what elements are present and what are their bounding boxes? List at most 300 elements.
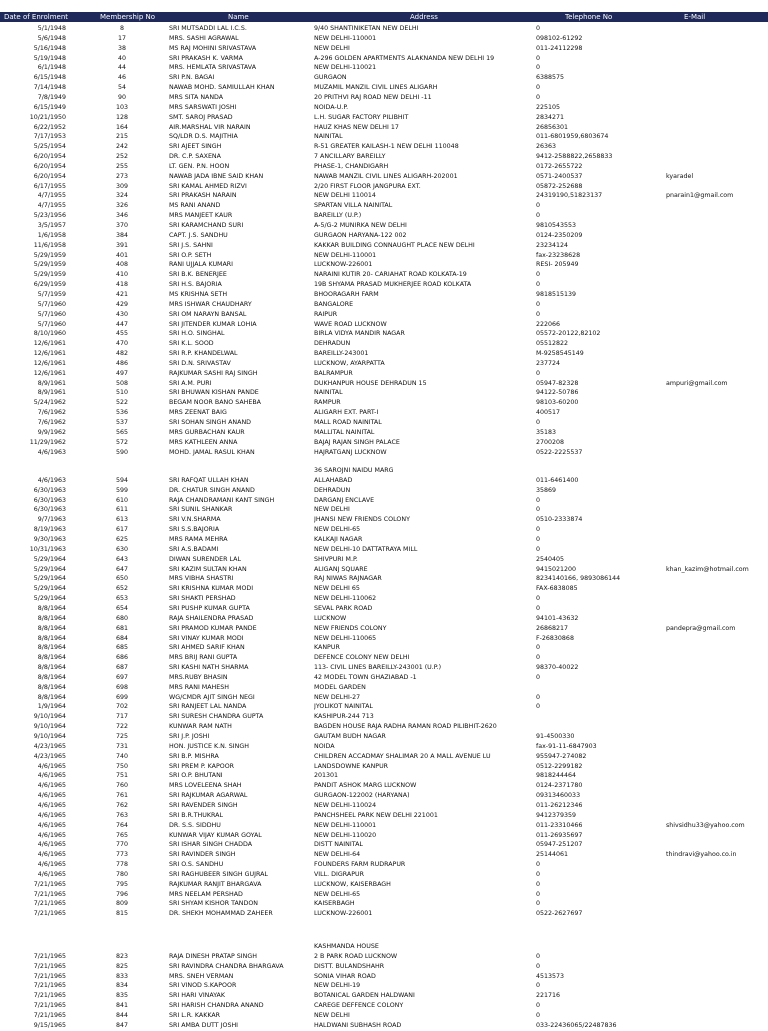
date-cell: 6/17/1955 xyxy=(33,182,66,190)
date-cell: 6/30/1963 xyxy=(33,486,66,494)
membership-no-cell: 486 xyxy=(115,359,129,367)
date-cell: 6/30/1963 xyxy=(33,506,66,514)
address-cell: NAINITAL xyxy=(314,133,343,141)
date-cell: 6/20/1954 xyxy=(33,172,66,180)
telephone-cell: 05947-251207 xyxy=(536,841,583,849)
date-cell: 4/6/1965 xyxy=(37,841,66,849)
address-cell: 9/40 SHANTINIKETAN NEW DELHI xyxy=(314,25,419,32)
date-cell: 5/7/1960 xyxy=(37,320,66,328)
name-cell: SRI KAZIM SULTAN KHAN xyxy=(169,565,247,573)
membership-no-cell: 90 xyxy=(117,94,126,101)
telephone-cell: 91-4500330 xyxy=(536,733,575,740)
name-cell: SRI PRAKASH K. VARMA xyxy=(169,54,243,62)
telephone-cell: 9818244464 xyxy=(536,772,577,780)
date-cell: 9/9/1962 xyxy=(37,428,66,436)
telephone-cell: M-9258545149 xyxy=(536,350,584,358)
address-cell: NAWAB MANZIL CIVIL LINES ALIGARH-202001 xyxy=(314,172,458,180)
address-cell: BAJAJ RAJAN SINGH PALACE xyxy=(314,438,400,446)
address-cell: NEW DELHI-110024 xyxy=(314,801,377,809)
address-cell: NEW DELHI-110065 xyxy=(314,634,377,642)
address-cell: PANDIT ASHOK MARG LUCKNOW xyxy=(314,782,417,790)
name-cell: SRI R.P. KHANDELWAL xyxy=(169,350,238,358)
telephone-cell: 0 xyxy=(536,369,541,377)
membership-no-cell: 764 xyxy=(115,821,129,829)
address-cell: DARGANJ ENCLAVE xyxy=(314,496,375,504)
name-cell: SRI A.M. PURI xyxy=(169,379,212,387)
name-cell: SRI B.P. MISHRA xyxy=(169,752,219,760)
membership-no-cell: 17 xyxy=(117,34,126,42)
telephone-cell: 09313460033 xyxy=(536,792,581,799)
membership-no-cell: 482 xyxy=(115,350,129,358)
membership-no-cell: 770 xyxy=(115,841,129,849)
membership-no-cell: 508 xyxy=(115,379,129,387)
name-cell: SQ/LDR D.S. MAJITHIA xyxy=(169,133,238,141)
date-cell: 7/8/1949 xyxy=(37,94,66,101)
name-cell: NAWAB MOHD. SAMIULLAH KHAN xyxy=(169,84,275,92)
address-cell: NEW DELHI-110001 xyxy=(314,251,377,259)
name-cell: RAJA CHANDRAMANI KANT SINGH xyxy=(169,496,275,504)
name-cell: MS KRISHNA SETH xyxy=(169,290,228,298)
email-cell: thindravi@yahoo.co.in xyxy=(666,851,737,859)
address-cell: NEW DELHI-65 xyxy=(314,526,361,534)
date-cell: 7/21/1965 xyxy=(33,1002,66,1010)
telephone-cell: 9412379359 xyxy=(536,811,577,819)
telephone-cell: 0 xyxy=(536,982,541,990)
address-cell: ALIGANJ SQUARE xyxy=(314,565,368,573)
date-cell: 4/6/1965 xyxy=(37,831,66,839)
membership-no-cell: 252 xyxy=(115,153,129,160)
address-cell: 7 ANCILLARY BAREILLY xyxy=(314,153,386,160)
membership-no-cell: 652 xyxy=(115,585,129,593)
date-cell: 1/6/1958 xyxy=(37,231,66,239)
telephone-cell: 0 xyxy=(536,604,541,612)
membership-no-cell: 421 xyxy=(115,290,129,298)
name-cell: SRI KARAMCHAND SURI xyxy=(169,222,244,229)
date-cell: 5/7/1960 xyxy=(37,300,66,308)
date-cell: 8/8/1964 xyxy=(37,634,66,642)
telephone-cell: 9412-2588822,2658833 xyxy=(536,153,613,160)
membership-no-cell: 470 xyxy=(115,340,129,348)
telephone-cell: 0 xyxy=(536,54,541,62)
membership-no-cell: 647 xyxy=(115,565,129,573)
email-cell: pandepra@gmail.com xyxy=(666,624,736,632)
membership-no-cell: 630 xyxy=(115,545,129,553)
name-cell: MRS SITA NANDA xyxy=(169,94,224,101)
membership-no-cell: 765 xyxy=(115,831,129,839)
date-cell: 5/29/1964 xyxy=(33,575,66,583)
telephone-cell: 0 xyxy=(536,536,541,543)
address-cell: NEW DELHI-110001 xyxy=(314,821,377,829)
name-cell: MRS. SNEH VERMAN xyxy=(169,972,234,980)
address-cell: BOTANICAL GARDEN HALDWANI xyxy=(314,992,415,1000)
address-cell: HALDWANI SUBHASH ROAD xyxy=(314,1021,402,1029)
address-cell: 20 PRITHVI RAJ ROAD NEW DELHI -11 xyxy=(314,94,432,101)
membership-no-cell: 760 xyxy=(115,782,129,790)
membership-no-cell: 384 xyxy=(115,231,129,239)
name-cell: SRI B.K. BENERJEE xyxy=(169,271,227,279)
address-cell: NEW DELHI-27 xyxy=(314,693,361,701)
membership-no-cell: 844 xyxy=(115,1012,129,1019)
telephone-cell: 9818515139 xyxy=(536,290,577,298)
telephone-cell: 35869 xyxy=(536,486,557,494)
date-cell: 12/6/1961 xyxy=(33,369,66,377)
telephone-cell: RESI- 205949 xyxy=(536,261,579,269)
membership-no-cell: 815 xyxy=(115,910,129,918)
date-cell: 8/9/1961 xyxy=(37,379,66,387)
address-cell: NEW DELHI-65 xyxy=(314,890,361,898)
telephone-cell: 0 xyxy=(536,281,541,289)
membership-no-cell: 686 xyxy=(115,654,129,662)
address-cell: NEW DELHI 110014 xyxy=(314,192,376,200)
address-cell: LUCKNOW, KAISERBAGH xyxy=(314,880,391,888)
date-cell: 4/6/1963 xyxy=(37,448,66,456)
address-cell: SEVAL PARK ROAD xyxy=(314,604,373,612)
date-cell: 7/6/1962 xyxy=(37,419,66,426)
membership-no-cell: 590 xyxy=(115,448,129,456)
membership-no-cell: 680 xyxy=(115,614,129,622)
telephone-cell: 011-24112298 xyxy=(536,44,583,52)
name-cell: SRI O.P. SETH xyxy=(169,251,212,259)
address-cell: RAIPUR xyxy=(314,310,338,318)
address-cell: NEW DELHI-110020 xyxy=(314,831,377,839)
membership-no-cell: 722 xyxy=(115,723,129,731)
name-cell: RAJKUMAR RANJIT BHARGAVA xyxy=(169,880,262,888)
name-cell: MRS NEELAM PERSHAD xyxy=(169,890,243,898)
telephone-cell: 0 xyxy=(536,496,541,504)
name-cell: DR. C.P. SAXENA xyxy=(169,153,221,160)
date-cell: 7/21/1965 xyxy=(33,910,66,918)
name-cell: SRI H.S. BAJORIA xyxy=(169,281,222,289)
telephone-cell: 237724 xyxy=(536,359,561,367)
date-cell: 3/5/1957 xyxy=(37,222,66,229)
membership-no-cell: 536 xyxy=(115,409,129,417)
name-cell: SRI PUSHP KUMAR GUPTA xyxy=(169,604,250,612)
address-cell: NOIDA xyxy=(314,742,335,750)
date-cell: 5/1/1948 xyxy=(37,25,66,32)
name-cell: SRI PRAKASH NARAIN xyxy=(169,192,237,200)
address-cell: BAREILLY-243001 xyxy=(314,350,369,358)
telephone-cell: 0 xyxy=(536,212,541,220)
membership-no-cell: 762 xyxy=(115,801,129,809)
date-cell: 9/30/1963 xyxy=(33,536,66,543)
name-cell: KUNWAR VIJAY KUMAR GOYAL xyxy=(169,831,262,839)
address-cell: ALIGARH EXT. PART-I xyxy=(314,409,379,417)
address-cell: NEW DELHI-19 xyxy=(314,982,361,990)
address-cell: LANDSDOWNE KANPUR xyxy=(314,762,389,770)
telephone-cell: fax-23238628 xyxy=(536,251,581,259)
name-cell: MRS LOVELEENA SHAH xyxy=(169,782,242,790)
address-cell: MUZAMIL MANZIL CIVIL LINES ALIGARH xyxy=(314,84,438,92)
date-cell: 6/30/1963 xyxy=(33,496,66,504)
name-cell: SRI B.R.THUKRAL xyxy=(169,811,223,819)
name-cell: DIWAN SURENDER LAL xyxy=(169,555,241,563)
address-cell: GURGAON HARYANA-122 002 xyxy=(314,231,407,239)
telephone-cell: 0 xyxy=(536,300,541,308)
address-cell: JHANSI NEW FRIENDS COLONY xyxy=(314,516,410,524)
telephone-cell: 011-6461400 xyxy=(536,476,579,484)
date-cell: 7/21/1965 xyxy=(33,880,66,888)
telephone-cell: 098102-61292 xyxy=(536,34,583,42)
name-cell: SRI RAVINDRA CHANDRA BHARGAVA xyxy=(169,962,284,970)
address-cell: R-51 GREATER KAILASH-1 NEW DELHI 110048 xyxy=(314,143,459,151)
date-cell: 7/14/1948 xyxy=(33,84,66,92)
address-cell: NEW DELHI 65 xyxy=(314,585,360,593)
telephone-cell: 26363 xyxy=(536,143,557,151)
telephone-cell: 94122-50786 xyxy=(536,389,579,397)
date-cell: 10/31/1963 xyxy=(29,545,66,553)
date-cell: 4/6/1965 xyxy=(37,762,66,770)
membership-no-cell: 522 xyxy=(115,399,129,407)
date-cell: 5/19/1948 xyxy=(33,54,66,62)
name-cell: SRI JITENDER KUMAR LOHIA xyxy=(169,320,257,328)
name-cell: SRI RAJKUMAR AGARWAL xyxy=(169,792,248,799)
name-cell: MRS. HEMLATA SRIVASTAVA xyxy=(169,64,257,72)
membership-no-cell: 750 xyxy=(115,762,129,770)
name-cell: WG/CMDR AJIT SINGH NEGI xyxy=(169,693,255,701)
date-cell: 4/6/1965 xyxy=(37,861,66,868)
telephone-cell: 0 xyxy=(536,870,541,878)
address-cell: 201301 xyxy=(314,772,339,780)
telephone-cell: 0 xyxy=(536,861,541,868)
date-cell: 7/17/1953 xyxy=(33,133,66,141)
membership-no-cell: 823 xyxy=(115,952,129,960)
date-cell: 5/29/1964 xyxy=(33,565,66,573)
date-cell: 5/29/1959 xyxy=(33,271,66,279)
date-cell: 11/29/1962 xyxy=(29,438,66,446)
name-cell: SRI KASHI NATH SHARMA xyxy=(169,664,249,671)
date-cell: 5/23/1956 xyxy=(33,212,66,220)
membership-no-cell: 599 xyxy=(115,486,129,494)
membership-no-cell: 537 xyxy=(115,419,129,426)
telephone-cell: 05947-82328 xyxy=(536,379,579,387)
address-cell: L.H. SUGAR FACTORY PILIBHIT xyxy=(314,113,409,121)
name-cell: SRI KRISHNA KUMAR MODI xyxy=(169,585,254,593)
date-cell: 6/15/1948 xyxy=(33,74,66,82)
telephone-cell: 955947-274082 xyxy=(536,752,587,760)
date-cell: 4/6/1965 xyxy=(37,801,66,809)
telephone-cell: 0124-2350209 xyxy=(536,231,583,239)
membership-no-cell: 447 xyxy=(115,320,129,328)
date-cell: 4/23/1965 xyxy=(33,742,66,750)
membership-no-cell: 847 xyxy=(115,1021,129,1029)
telephone-cell: 0 xyxy=(536,900,541,908)
telephone-cell: 0 xyxy=(536,310,541,318)
name-cell: SRI AHMED SARIF KHAN xyxy=(169,644,245,652)
address-cell: 2/20 FIRST FLOOR JANGPURA EXT. xyxy=(314,182,421,190)
telephone-cell: 94101-43632 xyxy=(536,614,579,622)
telephone-cell: 0 xyxy=(536,506,541,514)
email-cell xyxy=(666,908,768,919)
address-cell: FOUNDERS FARM RUDRAPUR xyxy=(314,861,406,868)
date-cell: 4/6/1963 xyxy=(37,476,66,484)
date-cell: 7/21/1965 xyxy=(33,982,66,990)
membership-no-cell: 324 xyxy=(115,192,129,200)
date-cell: 4/6/1965 xyxy=(37,821,66,829)
date-cell: 4/7/1955 xyxy=(37,192,66,200)
address-cell: KAISERBAGH xyxy=(314,900,355,908)
name-cell: SRI J.S. SAHNI xyxy=(169,241,213,249)
address-cell: NEW DELHI-64 xyxy=(314,851,361,859)
telephone-cell: 0 xyxy=(536,595,541,602)
name-cell: SRI SURESH CHANDRA GUPTA xyxy=(169,713,264,721)
name-cell: SRI SHYAM KISHOR TANDON xyxy=(169,900,259,908)
name-cell: RAJA DINESH PRATAP SINGH xyxy=(169,952,257,960)
telephone-cell: 0 xyxy=(536,654,541,662)
membership-no-cell: 326 xyxy=(115,202,129,210)
header-name: Name xyxy=(228,13,249,21)
telephone-cell: 0 xyxy=(536,94,541,101)
name-cell: SRI AJEET SINGH xyxy=(169,143,222,151)
membership-no-cell: 410 xyxy=(115,271,129,279)
address-cell: 36 SAROJNI NAIDU MARG xyxy=(314,467,394,474)
address-cell: DUKHANPUR HOUSE DEHRADUN 15 xyxy=(314,379,427,387)
telephone-cell: 2540405 xyxy=(536,555,565,563)
date-cell: 9/10/1964 xyxy=(33,723,66,731)
telephone-cell: 2700208 xyxy=(536,438,565,446)
telephone-cell: 0 xyxy=(536,880,541,888)
membership-no-cell: 654 xyxy=(115,604,129,612)
address-cell: LUCKNOW-226001 xyxy=(314,910,373,918)
telephone-cell: 221716 xyxy=(536,992,561,1000)
telephone-cell: 0522-2225537 xyxy=(536,448,583,456)
name-cell: AIR.MARSHAL VIR NARAIN xyxy=(169,123,251,131)
address-cell: WAVE ROAD LUCKNOW xyxy=(314,320,387,328)
membership-no-cell: 841 xyxy=(115,1002,129,1010)
name-cell: SRI HARI VINAYAK xyxy=(169,992,225,1000)
header-membership: Membership No xyxy=(100,13,156,21)
table-row xyxy=(0,447,768,458)
telephone-cell: 0 xyxy=(536,890,541,898)
date-cell: 6/20/1954 xyxy=(33,162,66,170)
name-cell: SRI RAVENDER SINGH xyxy=(169,801,238,809)
membership-no-cell: 795 xyxy=(115,880,129,888)
telephone-cell: 26856301 xyxy=(536,123,569,131)
name-cell: SRI O.S. SANDHU xyxy=(169,861,224,868)
address-cell: KAKKAR BUILDING CONNAUGHT PLACE NEW DELHI xyxy=(314,241,475,249)
telephone-cell: 25144061 xyxy=(536,851,569,859)
address-cell: NARAINI KUTIR 20- CARIAHAT ROAD KOLKATA-19 xyxy=(314,271,467,279)
membership-no-cell: 731 xyxy=(115,742,129,750)
membership-no-cell: 773 xyxy=(115,851,129,859)
telephone-cell: 0 xyxy=(536,64,541,72)
header-email: E-Mail xyxy=(684,13,706,21)
membership-no-cell: 697 xyxy=(115,673,129,681)
address-cell: VILL. DIGRAPUR xyxy=(314,870,364,878)
name-cell: RANI UJJALA KUMARI xyxy=(169,261,234,269)
address-cell: MALL ROAD NAINITAL xyxy=(314,419,382,426)
name-cell: MRS. SASHI AGRAWAL xyxy=(169,34,239,42)
address-cell: NEW DELHI xyxy=(314,506,350,514)
name-cell: RAJA SHAILENDRA PRASAD xyxy=(169,614,254,622)
address-cell: BALRAMPUR xyxy=(314,369,353,377)
date-cell: 7/21/1965 xyxy=(33,962,66,970)
date-cell: 4/6/1965 xyxy=(37,811,66,819)
date-cell: 8/8/1964 xyxy=(37,644,66,652)
address-cell: NEW DELHI-110021 xyxy=(314,64,377,72)
date-cell: 5/6/1948 xyxy=(37,34,66,42)
name-cell: SRI RAVINDER SINGH xyxy=(169,851,236,859)
telephone-cell: 0124-2371780 xyxy=(536,782,583,790)
name-cell: MRS SARSWATI JOSHI xyxy=(169,103,237,111)
name-cell: MRS BRIJ RANI GUPTA xyxy=(169,654,238,662)
date-cell: 8/8/1964 xyxy=(37,614,66,622)
membership-no-cell: 215 xyxy=(115,133,129,141)
address-cell: JYOLIKOT NAINITAL xyxy=(314,703,373,711)
address-cell: NOIDA-U.P. xyxy=(314,103,349,111)
name-cell: CAPT. J.S. SANDHU xyxy=(169,231,228,239)
address-cell: 42 MODEL TOWN GHAZIABAD -1 xyxy=(314,673,417,681)
membership-no-cell: 763 xyxy=(115,811,129,819)
telephone-cell: FAX-6838085 xyxy=(536,585,578,593)
date-cell: 9/10/1964 xyxy=(33,733,66,740)
address-cell: A-296 GOLDEN APARTMENTS ALAKNANDA NEW DELHI 19 xyxy=(314,54,495,62)
address-cell: GURGAON xyxy=(314,74,347,82)
membership-no-cell: 699 xyxy=(115,693,129,701)
name-cell: SRI HARISH CHANDRA ANAND xyxy=(169,1002,264,1010)
date-cell: 4/6/1965 xyxy=(37,792,66,799)
name-cell: SRI KAMAL AHMED RIZVI xyxy=(169,182,247,190)
membership-no-cell: 725 xyxy=(115,733,129,740)
membership-no-cell: 572 xyxy=(115,438,129,446)
membership-no-cell: 613 xyxy=(115,516,129,524)
date-cell: 7/21/1965 xyxy=(33,992,66,1000)
address-cell: NEW DELHI xyxy=(314,1012,350,1019)
telephone-cell: 222066 xyxy=(536,320,561,328)
date-cell: 12/6/1961 xyxy=(33,350,66,358)
telephone-cell: 400517 xyxy=(536,409,561,417)
address-cell: MODEL GARDEN xyxy=(314,683,366,691)
membership-no-cell: 430 xyxy=(115,310,129,318)
address-cell: GAUTAM BUDH NAGAR xyxy=(314,733,386,740)
date-cell: 4/7/1955 xyxy=(37,202,66,210)
address-cell: LUCKNOW xyxy=(314,614,347,622)
telephone-cell: 0 xyxy=(536,84,541,92)
membership-no-cell: 761 xyxy=(115,792,129,799)
name-cell: KUNWAR RAM NATH xyxy=(169,723,232,731)
telephone-cell: 0 xyxy=(536,526,541,534)
date-cell: 7/21/1965 xyxy=(33,972,66,980)
date-cell: 7/21/1965 xyxy=(33,1012,66,1019)
membership-no-cell: 103 xyxy=(115,103,129,111)
name-cell: RAJKUMAR SASHI RAJ SINGH xyxy=(169,369,258,377)
membership-no-cell: 653 xyxy=(115,595,129,602)
name-cell: BEGAM NOOR BANO SAHEBA xyxy=(169,399,261,407)
name-cell: MRS ZEENAT BAIG xyxy=(169,409,227,417)
address-cell: BIRLA VIDYA MANDIR NAGAR xyxy=(314,330,405,338)
address-cell: KASHMANDA HOUSE xyxy=(314,943,379,950)
telephone-cell: 0 xyxy=(536,25,541,32)
telephone-cell: 35183 xyxy=(536,428,557,436)
name-cell: SRI P.N. BAGAI xyxy=(169,74,215,82)
address-cell: LUCKNOW, AYARPATTA xyxy=(314,359,385,367)
telephone-cell: 9810543553 xyxy=(536,222,577,229)
name-cell: MRS VIBHA SHASTRI xyxy=(169,575,234,583)
address-cell: RAMPUR xyxy=(314,399,341,407)
membership-no-cell: 751 xyxy=(115,772,129,780)
address-cell: 2 B PARK ROAD LUCKNOW xyxy=(314,952,398,960)
telephone-cell: 24319190,51823137 xyxy=(536,192,603,200)
membership-no-cell: 833 xyxy=(115,972,129,980)
membership-no-cell: 834 xyxy=(115,982,129,990)
email-cell: pnarain1@gmail.com xyxy=(666,192,734,200)
email-cell: shivsidhu33@yahoo.com xyxy=(666,821,745,829)
telephone-cell: 0510-2333874 xyxy=(536,516,583,524)
address-cell: DEHRADUN xyxy=(314,486,351,494)
membership-no-cell: 796 xyxy=(115,890,129,898)
date-cell: 8/8/1964 xyxy=(37,604,66,612)
address-cell: BAGDEN HOUSE RAJA RADHA RAMAN ROAD PILIBHIT-2620 xyxy=(314,723,497,731)
address-cell: NEW DELHI-10 DATTATRAYA MILL xyxy=(314,545,418,553)
